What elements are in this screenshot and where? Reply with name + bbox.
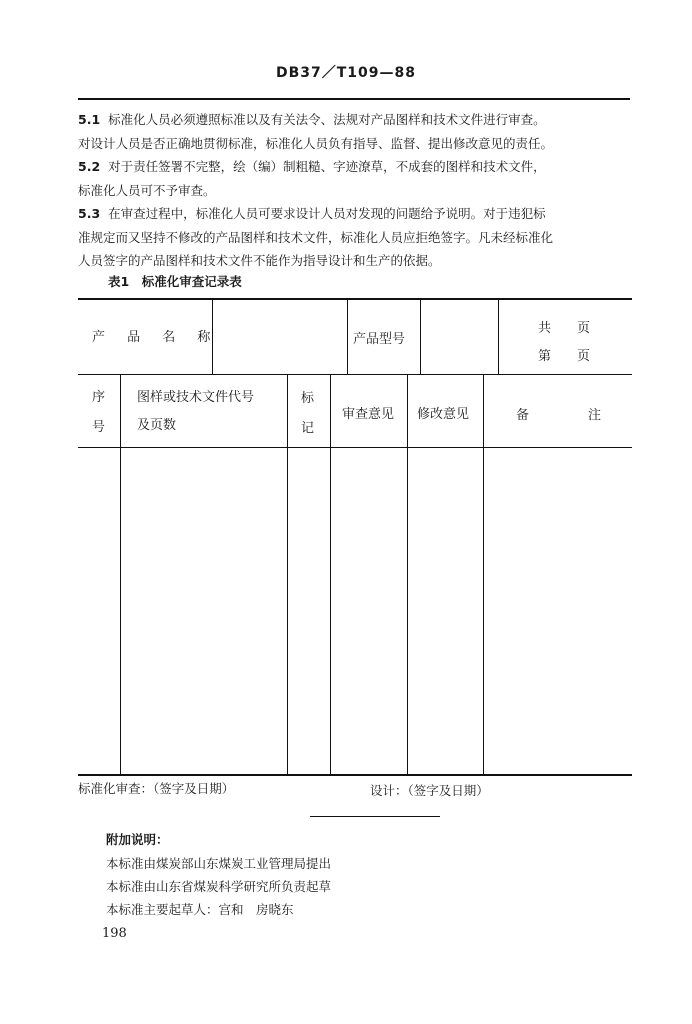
notes-title: 附加说明： xyxy=(106,832,169,847)
table-divider xyxy=(498,298,499,374)
col-remark-left: 备 xyxy=(516,408,530,423)
note-line: 本标准主要起草人：宫和 房晓东 xyxy=(106,902,294,917)
section-text-line: 标准化人员必须遵照标准以及有关法令、法规对产品图样和技术文件进行审查。 xyxy=(108,112,546,127)
col-seq-bottom: 号 xyxy=(92,420,106,435)
total-pages-label: 共 页 xyxy=(538,321,591,336)
product-model-label: 产品型号 xyxy=(353,332,406,347)
design-signature: 设计：（签字及日期） xyxy=(370,783,489,798)
section-text-line: 对设计人员是否正确地贯彻标准，标准化人员负有指导、监督、提出修改意见的责任。 xyxy=(78,135,554,151)
col-doc-code-line2: 及页数 xyxy=(137,418,177,433)
separator-line xyxy=(310,816,440,817)
document-code: DB37／T109—88 xyxy=(275,65,417,81)
table-top-border xyxy=(78,298,632,300)
section-text-line: 标准化人员可不予审查。 xyxy=(78,182,216,198)
section-number: 5.1 xyxy=(78,112,101,127)
table-title: 表1 标准化审查记录表 xyxy=(108,274,242,289)
product-name-label: 产 品 名 称 xyxy=(92,330,220,345)
section-text-line: 对于责任签署不完整，绘（编）制粗糙、字迹潦草，不成套的图样和技术文件， xyxy=(108,159,546,174)
table-divider xyxy=(407,374,408,774)
col-seq-top: 序 xyxy=(92,390,106,405)
col-doc-code-line1: 图样或技术文件代号 xyxy=(137,390,255,405)
section-text-line: 在审查过程中，标准化人员可要求设计人员对发现的问题给予说明。对于违犯标 xyxy=(108,206,546,221)
note-line: 本标准由山东省煤炭科学研究所负责起草 xyxy=(106,879,332,894)
page-number-label: 第 页 xyxy=(538,349,591,364)
table-divider xyxy=(347,298,348,374)
table-bottom-border xyxy=(78,774,632,776)
section-number: 5.2 xyxy=(78,159,101,174)
col-review-opinion: 审查意见 xyxy=(342,407,395,422)
col-mark-bottom: 记 xyxy=(301,421,315,436)
table-rule xyxy=(78,374,632,375)
table-divider xyxy=(483,374,484,774)
section-5-3 xyxy=(78,202,633,273)
section-text-line: 准规定而又坚持不修改的产品图样和技术文件，标准化人员应拒绝签字。凡未经标准化 xyxy=(78,229,554,245)
standardization-review-signature: 标准化审查：（签字及日期） xyxy=(78,781,235,796)
section-5-2 xyxy=(78,155,633,202)
note-line: 本标准由煤炭部山东煤炭工业管理局提出 xyxy=(106,856,332,871)
section-text-line: 人员签字的产品图样和技术文件不能作为指导设计和生产的依据。 xyxy=(78,253,441,268)
table-divider xyxy=(120,374,121,774)
table-rule xyxy=(78,447,632,448)
section-5-1 xyxy=(78,108,633,155)
col-remark-right: 注 xyxy=(588,408,602,423)
header-rule xyxy=(78,98,630,100)
col-revise-opinion: 修改意见 xyxy=(417,407,470,422)
table-divider xyxy=(330,374,331,774)
section-number: 5.3 xyxy=(78,206,101,221)
page-number: 198 xyxy=(102,926,127,941)
table-divider xyxy=(420,298,421,374)
table-divider xyxy=(287,374,288,774)
col-mark-top: 标 xyxy=(301,391,315,406)
